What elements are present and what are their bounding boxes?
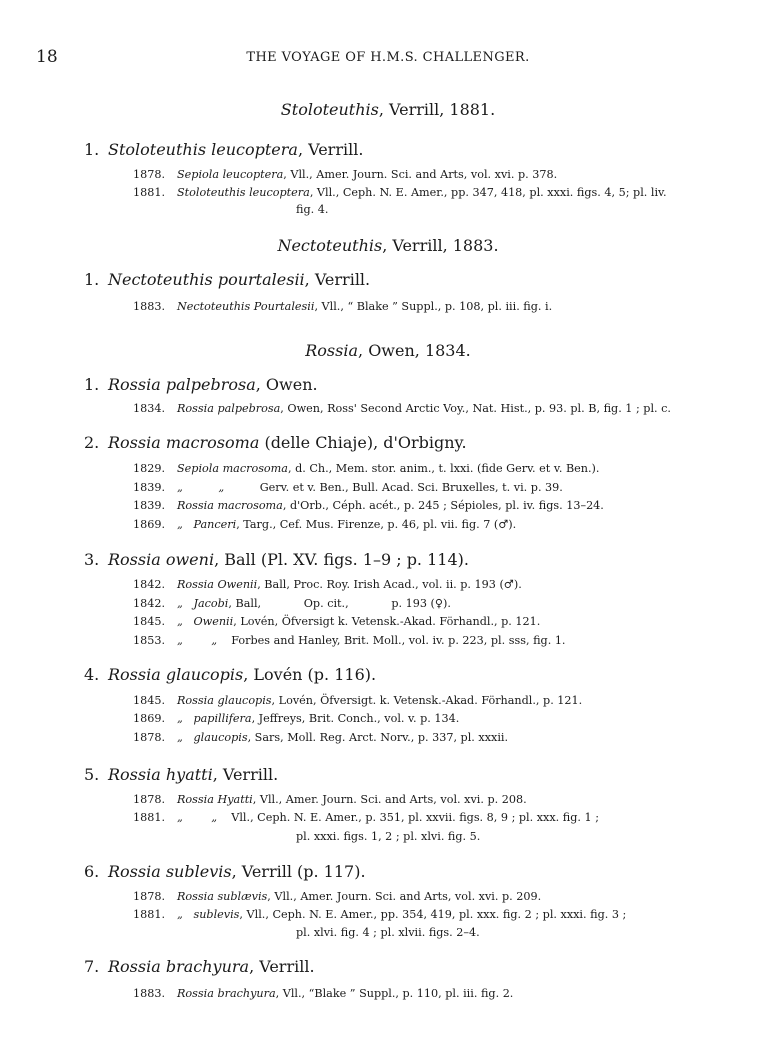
genus-author: , Verrill, 1883. — [382, 236, 499, 255]
genus-heading — [0, 341, 776, 360]
reference-line — [133, 499, 604, 512]
reference-text: , Vll., Ceph. N. E. Amer., pp. 347, 418, pl. xxxi. figs. 4, 5; pl. liv. — [309, 186, 667, 199]
reference-line — [133, 908, 626, 921]
reference-year: 1839. — [133, 481, 166, 494]
species-name: Rossia palpebrosa — [108, 375, 256, 394]
reference-year: 1883. — [133, 987, 166, 1000]
reference-line — [133, 518, 516, 531]
reference-line — [133, 168, 557, 181]
species-author: (delle Chiaje), d'Orbigny. — [259, 433, 467, 452]
reference-year: 1845. — [133, 694, 166, 707]
species-number: 3. — [84, 550, 100, 569]
reference-name: „ Owenii — [177, 615, 234, 628]
species-name: Nectoteuthis pourtalesii — [108, 270, 305, 289]
reference-text: pl. xxxi. figs. 1, 2 ; pl. xlvi. fig. 5. — [296, 830, 481, 843]
reference-year: 1853. — [133, 634, 166, 647]
reference-continuation — [296, 203, 328, 216]
species-author: , Ball (Pl. XV. figs. 1–9 ; p. 114). — [214, 550, 469, 569]
reference-line — [133, 987, 513, 1000]
reference-text: , Vll., Amer. Journ. Sci. and Arts, vol. xvi. p. 378. — [283, 168, 558, 181]
reference-name: „ „ — [177, 634, 218, 647]
reference-line — [133, 300, 552, 313]
reference-text: , d. Ch., Mem. stor. anim., t. lxxi. (fide Gerv. et v. Ben.). — [287, 462, 600, 475]
genus-name: Stoloteuthis — [280, 100, 379, 119]
reference-continuation — [296, 926, 480, 939]
species-author: , Verrill. — [297, 140, 364, 159]
reference-year: 1881. — [133, 186, 166, 199]
reference-year: 1878. — [133, 890, 166, 903]
reference-line — [133, 615, 540, 628]
reference-text: Vll., Ceph. N. E. Amer., p. 351, pl. xxvii. figs. 8, 9 ; pl. xxx. fig. 1 ; — [217, 811, 599, 824]
reference-name: „ Panceri — [177, 518, 237, 531]
species-author: , Verrill. — [304, 270, 371, 289]
reference-name: „ glaucopis — [177, 731, 248, 744]
reference-year: 1878. — [133, 731, 166, 744]
reference-text: , d'Orb., Céph. acét., p. 245 ; Sépioles, pl. iv. figs. 13–24. — [282, 499, 604, 512]
reference-text: , Vll., Amer. Journ. Sci. and Arts, vol. xvi. p. 208. — [252, 793, 527, 806]
reference-text: , Ball, Proc. Roy. Irish Acad., vol. ii. p. 193 (♂). — [257, 578, 522, 591]
species-heading — [84, 665, 376, 684]
reference-text: Gerv. et v. Ben., Bull. Acad. Sci. Bruxelles, t. vi. p. 39. — [224, 481, 563, 494]
species-author: , Owen. — [255, 375, 318, 394]
reference-line — [133, 890, 541, 903]
reference-text: , Lovén, Öfversigt k. Vetensk.-Akad. Förhandl., p. 121. — [233, 615, 541, 628]
reference-text: , Ball, Op. cit., p. 193 (♀). — [228, 597, 451, 610]
reference-continuation — [296, 830, 480, 843]
species-heading — [84, 375, 318, 394]
reference-text: , Lovén, Öfversigt. k. Vetensk.-Akad. Förhandl., p. 121. — [271, 694, 583, 707]
reference-year: 1883. — [133, 300, 166, 313]
reference-name: Rossia brachyura — [177, 987, 276, 1000]
reference-name: Sepiola leucoptera — [177, 168, 284, 181]
reference-year: 1842. — [133, 578, 166, 591]
reference-name: Rossia Owenii — [177, 578, 258, 591]
reference-text: , Targ., Cef. Mus. Firenze, p. 46, pl. vii. fig. 7 (♂). — [236, 518, 517, 531]
reference-text: pl. xlvi. fig. 4 ; pl. xlvii. figs. 2–4. — [296, 926, 480, 939]
reference-name: Rossia palpebrosa — [177, 402, 281, 415]
species-heading — [84, 270, 370, 289]
reference-year: 1878. — [133, 793, 166, 806]
reference-line — [133, 694, 582, 707]
reference-text: , Vll., Amer. Journ. Sci. and Arts, vol. xvi. p. 209. — [267, 890, 542, 903]
reference-year: 1878. — [133, 168, 166, 181]
reference-year: 1845. — [133, 615, 166, 628]
species-heading — [84, 862, 366, 881]
species-name: Rossia glaucopis — [108, 665, 244, 684]
reference-text: , Sars, Moll. Reg. Arct. Norv., p. 337, pl. xxxii. — [247, 731, 509, 744]
genus-heading — [0, 236, 776, 255]
genus-author: , Owen, 1834. — [358, 341, 471, 360]
reference-name: Rossia glaucopis — [177, 694, 272, 707]
reference-line — [133, 634, 566, 647]
reference-year: 1881. — [133, 811, 166, 824]
reference-text: fig. 4. — [296, 203, 329, 216]
species-number: 1. — [84, 140, 100, 159]
reference-line — [133, 186, 667, 199]
reference-text: Forbes and Hanley, Brit. Moll., vol. iv. p. 223, pl. sss, fig. 1. — [217, 634, 566, 647]
species-number: 1. — [84, 375, 100, 394]
species-author: , Verrill (p. 117). — [231, 862, 366, 881]
species-name: Rossia hyatti — [108, 765, 213, 784]
reference-name: Nectoteuthis Pourtalesii — [177, 300, 315, 313]
genus-name: Nectoteuthis — [277, 236, 383, 255]
species-name: Stoloteuthis leucoptera — [108, 140, 298, 159]
reference-text: , Vll., “Blake ” Suppl., p. 110, pl. iii. fig. 2. — [275, 987, 514, 1000]
species-name: Rossia macrosoma — [108, 433, 260, 452]
reference-line — [133, 402, 671, 415]
genus-heading — [0, 100, 776, 119]
running-title: THE VOYAGE OF H.M.S. CHALLENGER. — [246, 50, 530, 65]
species-heading — [84, 765, 278, 784]
reference-name: „ papillifera — [177, 712, 252, 725]
genus-name: Rossia — [305, 341, 359, 360]
species-heading — [84, 957, 315, 976]
species-heading — [84, 140, 363, 159]
species-name: Rossia sublevis — [108, 862, 232, 881]
species-author: , Verrill. — [212, 765, 279, 784]
reference-name: Rossia macrosoma — [177, 499, 283, 512]
species-number: 6. — [84, 862, 100, 881]
species-heading — [84, 550, 469, 569]
reference-year: 1881. — [133, 908, 166, 921]
species-number: 2. — [84, 433, 100, 452]
reference-text: , Jeffreys, Brit. Conch., vol. v. p. 134. — [251, 712, 460, 725]
reference-line — [133, 793, 527, 806]
reference-year: 1839. — [133, 499, 166, 512]
reference-name: Sepiola macrosoma — [177, 462, 288, 475]
species-author: , Lovén (p. 116). — [243, 665, 377, 684]
species-number: 5. — [84, 765, 100, 784]
reference-line — [133, 811, 599, 824]
species-name: Rossia oweni — [108, 550, 215, 569]
reference-name: „ sublevis — [177, 908, 240, 921]
reference-year: 1842. — [133, 597, 166, 610]
reference-line — [133, 712, 459, 725]
reference-line — [133, 462, 599, 475]
reference-name: „ „ — [177, 811, 218, 824]
reference-year: 1834. — [133, 402, 166, 415]
reference-text: , Vll., Ceph. N. E. Amer., pp. 354, 419, pl. xxx. fig. 2 ; pl. xxxi. fig. 3 ; — [239, 908, 627, 921]
species-heading — [84, 433, 467, 452]
reference-text: , Owen, Ross' Second Arctic Voy., Nat. Hist., p. 93. pl. B, fig. 1 ; pl. c. — [280, 402, 671, 415]
reference-year: 1829. — [133, 462, 166, 475]
reference-name: Rossia Hyatti — [177, 793, 253, 806]
page-number: 18 — [36, 47, 58, 67]
species-name: Rossia brachyura — [108, 957, 250, 976]
species-number: 1. — [84, 270, 100, 289]
reference-line — [133, 597, 451, 610]
reference-line — [133, 731, 508, 744]
species-author: , Verrill. — [249, 957, 315, 976]
reference-line — [133, 481, 563, 494]
reference-name: „ Jacobi — [177, 597, 229, 610]
reference-text: , Vll., “ Blake ” Suppl., p. 108, pl. iii. fig. i. — [314, 300, 553, 313]
species-number: 7. — [84, 957, 100, 976]
reference-name: Rossia sublævis — [177, 890, 268, 903]
reference-name: „ „ — [177, 481, 225, 494]
genus-author: , Verrill, 1881. — [378, 100, 496, 119]
reference-year: 1869. — [133, 518, 166, 531]
reference-year: 1869. — [133, 712, 166, 725]
reference-line — [133, 578, 522, 591]
reference-name: Stoloteuthis leucoptera — [177, 186, 310, 199]
species-number: 4. — [84, 665, 100, 684]
